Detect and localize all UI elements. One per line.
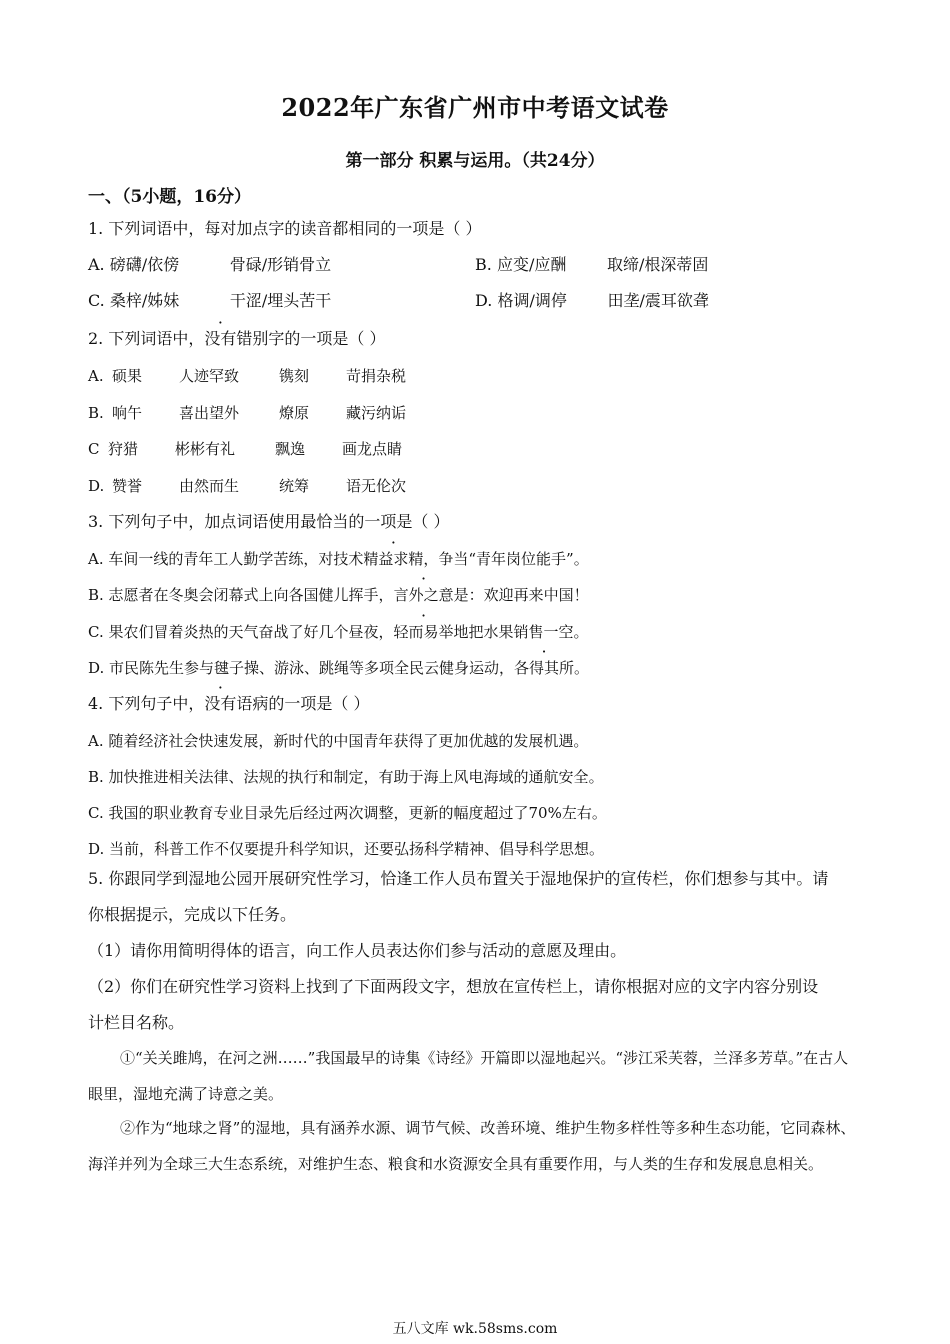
q1-a-word2: 骨碌/形销骨立	[229, 255, 332, 274]
q5-subquestion-1: （1）请你用简明得体的语言，向工作人员表达你们参与活动的意愿及理由。	[88, 941, 627, 960]
part-subtitle: 第一部分 积累与运用。（共24分）	[345, 151, 605, 171]
q2-stem	[88, 328, 385, 350]
q3-option-b	[88, 584, 589, 606]
q1-option-a	[88, 254, 331, 276]
q2-stem-pre: 2. 下列词语中，	[88, 329, 205, 348]
q2-b-word1: 响午	[112, 404, 143, 422]
q5-stem-line1: 5. 你跟同学到湿地公园开展研究性学习，恰逢工作人员布置关于湿地保护的宣传栏，你们想参与其中。请	[88, 869, 829, 888]
q1-d-word1: 格调/调停	[497, 291, 567, 310]
q2-c-word1: 狩猎	[108, 440, 139, 458]
q4-option-a: A. 随着经济社会快速发展，新时代的中国青年获得了更加优越的发展机遇。	[88, 732, 589, 750]
q4-option-c: C. 我国的职业教育专业目录先后经过两次调整，更新的幅度超过了70%左右。	[88, 804, 607, 822]
q3-b-tail: 是：欢迎再来中国！	[453, 586, 589, 604]
q4-stem-emphasis: 没有	[204, 694, 237, 713]
q3-b-text: B. 志愿者在冬奥会闭幕式上向各国健儿挥手，	[88, 586, 394, 604]
q5-subquestion-2-line1: （2）你们在研究性学习资料上找到了下面两段文字，想放在宣传栏上，请你根据对应的文字内容分别设	[88, 977, 819, 996]
q4-stem-pre: 4. 下列句子中，	[88, 694, 205, 713]
q1-option-b	[475, 254, 708, 276]
option-label: A.	[88, 367, 104, 385]
q2-d-word4: 语无伦次	[346, 477, 407, 495]
q4-option-b: B. 加快推进相关法律、法规的执行和制定，有助于海上风电海域的通航安全。	[88, 768, 604, 786]
q1-d-word2: 田垄/震耳欲聋	[607, 291, 709, 310]
q1-b-word2: 取缔/根深蒂固	[606, 255, 709, 274]
section-heading: 一、（5小题，16分）	[88, 187, 251, 207]
q3-option-d	[88, 657, 589, 679]
q1-option-c	[88, 290, 331, 312]
option-label: B.	[475, 255, 497, 274]
q3-option-a	[88, 548, 589, 570]
q3-a-emphasis: 精益求精	[363, 550, 424, 568]
option-label: C	[88, 440, 100, 458]
watermark-footer: 五八文库 wk.58sms.com	[392, 1321, 558, 1337]
q3-a-text: A. 车间一线的青年工人勤学苦练，对技术	[88, 550, 364, 568]
q3-c-emphasis: 轻而易举	[393, 623, 454, 641]
q1-c-word1: 桑梓/姊妹	[109, 291, 180, 310]
q2-a-word4: 苛捐杂税	[346, 367, 407, 385]
q3-c-text: C. 果农们冒着炎热的天气奋战了好几个昼夜，	[88, 623, 394, 641]
q3-a-tail: ，争当“青年岗位能手”。	[423, 550, 589, 568]
q2-option-c	[88, 438, 402, 460]
q2-stem-post: 错别字的一项是（ ）	[236, 329, 386, 348]
q2-b-word3: 燎原	[279, 404, 310, 422]
q5-passage-2-text: ②作为“地球之肾”的湿地，具有涵养水源、调节气候、改善环境、维护生物多样性等多种生态功能，它同森林、海洋并列为全球三大生态系统，对维护生态、粮食和水资源安全具有重要作用，与人类的生存和发展息息相关。	[88, 1119, 856, 1173]
q2-d-word2: 由然而生	[179, 477, 240, 495]
q2-a-word3: 镌刻	[279, 367, 310, 385]
q2-b-word2: 喜出望外	[179, 404, 240, 422]
q3-d-emphasis: 各得其所	[514, 659, 575, 677]
option-label: D.	[475, 291, 498, 310]
q2-option-d	[88, 475, 406, 497]
q3-d-text: D. 市民陈先生参与毽子操、游泳、跳绳等多项全民云健身运动，	[88, 659, 515, 677]
q1-b-word1: 应变/应酬	[496, 255, 567, 274]
q1-option-d	[475, 290, 709, 312]
q2-d-word1: 赞誉	[112, 477, 143, 495]
q3-c-tail: 地把水果销售一空。	[453, 623, 589, 641]
q2-a-word2: 人迹罕致	[179, 367, 240, 385]
q4-option-d: D. 当前，科普工作不仅要提升科学知识，还要弘扬科学精神、倡导科学思想。	[88, 840, 605, 858]
q2-c-word2: 彬彬有礼	[175, 440, 236, 458]
q2-option-b	[88, 402, 406, 424]
q5-subquestion-2-line2: 计栏目名称。	[88, 1013, 185, 1032]
q2-option-a	[88, 365, 406, 387]
q1-a-word1: 磅礴/依傍	[109, 255, 180, 274]
exam-title: 2022年广东省广州市中考语文试卷	[281, 93, 669, 122]
q2-a-word1: 硕果	[112, 367, 143, 385]
q3-b-emphasis: 言外之意	[393, 586, 454, 604]
q1-stem: 1. 下列词语中，每对加点字的读音都相同的一项是（ ）	[88, 219, 482, 238]
q1-c-word2: 干涩/埋头苦干	[229, 291, 332, 310]
q4-stem-post: 语病的一项是（ ）	[236, 694, 370, 713]
q3-stem: 3. 下列句子中，加点词语使用最恰当的一项是（ ）	[88, 512, 450, 531]
option-label: D.	[88, 477, 105, 495]
option-label: B.	[88, 404, 104, 422]
q2-c-word3: 飘逸	[275, 440, 306, 458]
q2-d-word3: 统筹	[279, 477, 310, 495]
q5-passage-1	[88, 1040, 863, 1112]
q5-passage-2	[88, 1110, 863, 1182]
option-label: C.	[88, 291, 110, 310]
q3-d-tail: 。	[574, 659, 590, 677]
q5-stem-line2: 你根据提示，完成以下任务。	[88, 905, 297, 924]
q5-passage-1-text: ①“关关雎鸠，在河之洲……”我国最早的诗集《诗经》开篇即以湿地起兴。“涉江采芙蓉，兰泽多芳草。”在古人眼里，湿地充满了诗意之美。	[88, 1049, 849, 1103]
q2-stem-emphasis: 没有	[204, 329, 237, 348]
q4-stem	[88, 693, 369, 715]
q3-option-c	[88, 621, 589, 643]
q2-c-word4: 画龙点睛	[342, 440, 403, 458]
q2-b-word4: 藏污纳诟	[346, 404, 407, 422]
option-label: A.	[88, 255, 110, 274]
